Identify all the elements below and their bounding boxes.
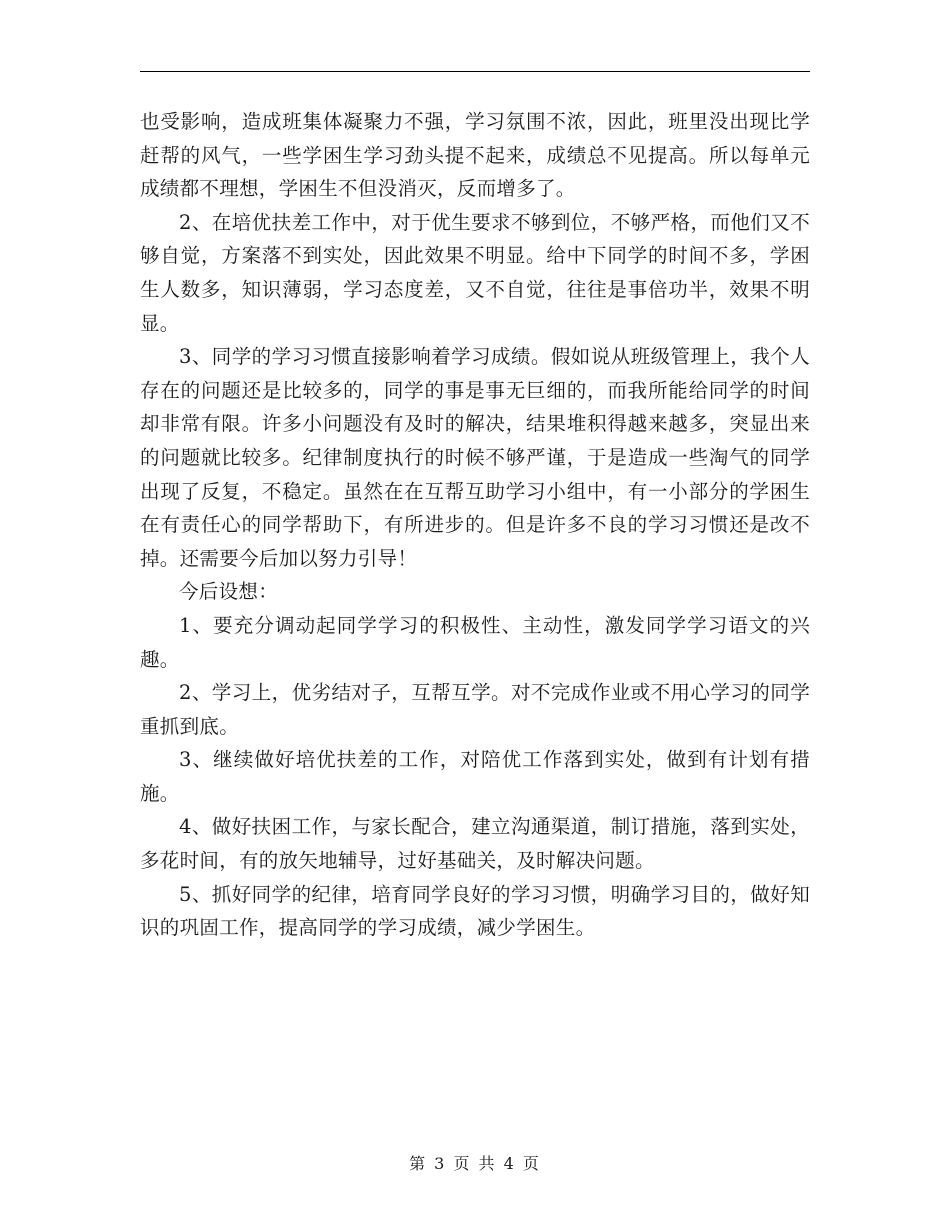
page-number-footer: 第 3 页 共 4 页 [409,1154,541,1173]
document-body [140,105,810,945]
section-heading-future-plans: 今后设想： [179,580,279,604]
paragraph-plan-5: 5、抓好同学的纪律，培育同学良好的学习习惯，明确学习目的，做好知识的巩固工作，提高同学的学习成绩，减少学困生。 [140,882,810,940]
header-rule [140,71,810,72]
paragraph-plan-2: 2、学习上，优劣结对子，互帮互学。对不完成作业或不用心学习的同学重抓到底。 [140,681,810,738]
paragraph-continuation: 也受影响，造成班集体凝聚力不强，学习氛围不浓，因此，班里没出现比学赶帮的风气，一些学困生学习劲头提不起来，成绩总不见提高。所以每单元成绩都不理想，学困生不但没消灭，反而增多了。 [140,110,810,201]
paragraph-plan-3: 3、继续做好培优扶差的工作，对陪优工作落到实处，做到有计划有措施。 [140,748,810,805]
paragraph-problem-2: 2、在培优扶差工作中，对于优生要求不够到位，不够严格，而他们又不够自觉，方案落不到实处，因此效果不明显。给中下同学的时间不多，学困生人数多，知识薄弱，学习态度差，又不自觉，往往是事倍功半，效果不明显。 [140,210,810,335]
paragraph-problem-3: 3、同学的学习习惯直接影响着学习成绩。假如说从班级管理上，我个人存在的问题还是比较多的，同学的事是事无巨细的，而我所能给同学的时间却非常有限。许多小问题没有及时的解决，结果堆积得越来越多，突显出来的问题就比较多。纪律制度执行的时候不够严谨，于是造成一些淘气的同学出现了反复，不稳定。虽然在在互帮互助学习小组中，有一小部分的学困生在有责任心的同学帮助下，有所进步的。但是许多不良的学习习惯还是改不掉。还需要今后加以努力引导！ [140,345,810,570]
paragraph-plan-1: 1、要充分调动起同学学习的积极性、主动性，激发同学学习语文的兴趣。 [140,613,810,671]
paragraph-plan-4: 4、做好扶困工作，与家长配合，建立沟通渠道，制订措施，落到实处，多花时间，有的放矢地辅导，过好基础关，及时解决问题。 [140,815,810,873]
